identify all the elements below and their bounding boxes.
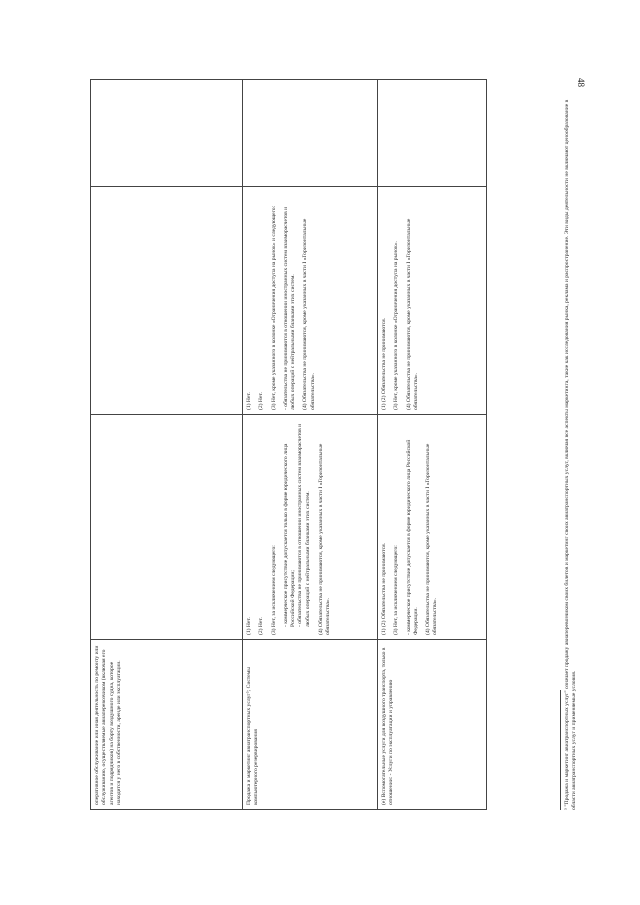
- footnote: [560, 80, 578, 810]
- cell-paragraph: - коммерческое присутствие допускается в форме юридического лица Российской Федерации.: [405, 439, 419, 635]
- cell-paragraph: (3) Нет, за исключением следующего:: [393, 545, 400, 635]
- market-access-cell: [378, 415, 487, 640]
- additional-commitments-cell: [91, 80, 243, 187]
- cell-paragraph: - обязательства не принимаются в отношении иностранных систем взаиморасчетов и любых операций с нейтральными бланками этих систем.: [282, 206, 297, 410]
- rotated-page: [90, 80, 590, 810]
- cell-paragraph: (2) Нет.: [258, 617, 265, 635]
- footnote-text: ⁵ "Продажа и маркетинг авиатранспортных услуг" означает продажу авиаперевозчиком своих билетов и маркетинг своих авиатранспортных услуг, включая все аспекты маркетинга, такие как исследования рынка, реклама и распространение. Эти виды деятельности не включают ценообразование в области авиатранспортных услуг и применяемые условия.: [564, 99, 577, 810]
- additional-commitments-cell: [243, 80, 378, 187]
- cell-paragraph: (1) Нет.: [246, 617, 252, 635]
- national-treatment-cell: [243, 187, 378, 415]
- sector-cell: оперативное обслуживание или иная деятельность по ремонту или обслуживанию, осуществляемые авиаперевозчиком (включая его агентов и подрядчиков) на борту воздушного судна, которое находится у него в собственности, аренде или эксплуатации.: [91, 640, 243, 810]
- cell-list-item: - обязательства не принимаются в отношении иностранных систем взаиморасчетов и любых операций с нейтральными бланками этих систем.: [297, 423, 311, 627]
- cell-list-item: - коммерческое присутствие допускается только в форме юридического лица Российской Федерации;: [282, 443, 297, 627]
- footnote-divider: [560, 690, 561, 810]
- table-row: [91, 80, 243, 810]
- commitments-table: [90, 79, 487, 810]
- market-access-cell: [243, 415, 378, 640]
- cell-paragraph: (3) Нет, за исключением следующего:: [270, 545, 277, 635]
- additional-commitments-cell: [378, 80, 487, 187]
- page-number: 48: [576, 78, 586, 87]
- cell-paragraph: (3) Нет, кроме указанного в колонке «Ограничения доступа на рынок» и следующего:: [270, 205, 277, 410]
- national-treatment-cell: [91, 187, 243, 415]
- cell-paragraph: (4) Обязательства не принимаются, кроме указанных в части I «Горизонтальные обязательства».: [405, 218, 419, 410]
- national-treatment-cell: [378, 187, 487, 415]
- table-row: [243, 80, 378, 810]
- cell-paragraph: (1) (2) Обязательства не принимаются.: [381, 542, 387, 635]
- cell-paragraph: (1) Нет.: [246, 392, 252, 410]
- cell-paragraph: (2) Нет.: [258, 392, 265, 410]
- cell-paragraph: (4) Обязательства не принимаются, кроме указанных в части I «Горизонтальные обязательства».: [425, 443, 439, 635]
- sector-cell: Продажа и маркетинг авиатранспортных услуг⁵; Системы компьютерного резервирования: [243, 640, 378, 810]
- cell-paragraph: (3) Нет, кроме указанного в колонке «Ограничения доступа на рынок».: [393, 241, 400, 410]
- cell-paragraph: (4) Обязательства не принимаются, кроме указанных в части I «Горизонтальные обязательства».: [302, 218, 316, 410]
- market-access-cell: [91, 415, 243, 640]
- sector-cell: (e) Вспомогательные услуги для воздушного транспорта, только в отношении: - Услуги по эксплуатации и управлению: [378, 640, 487, 810]
- table-row: [378, 80, 487, 810]
- cell-paragraph: (4) Обязательства не принимаются, кроме указанных в части I «Горизонтальные обязательства».: [318, 443, 332, 635]
- cell-paragraph: (1) (2) Обязательства не принимаются.: [381, 317, 387, 410]
